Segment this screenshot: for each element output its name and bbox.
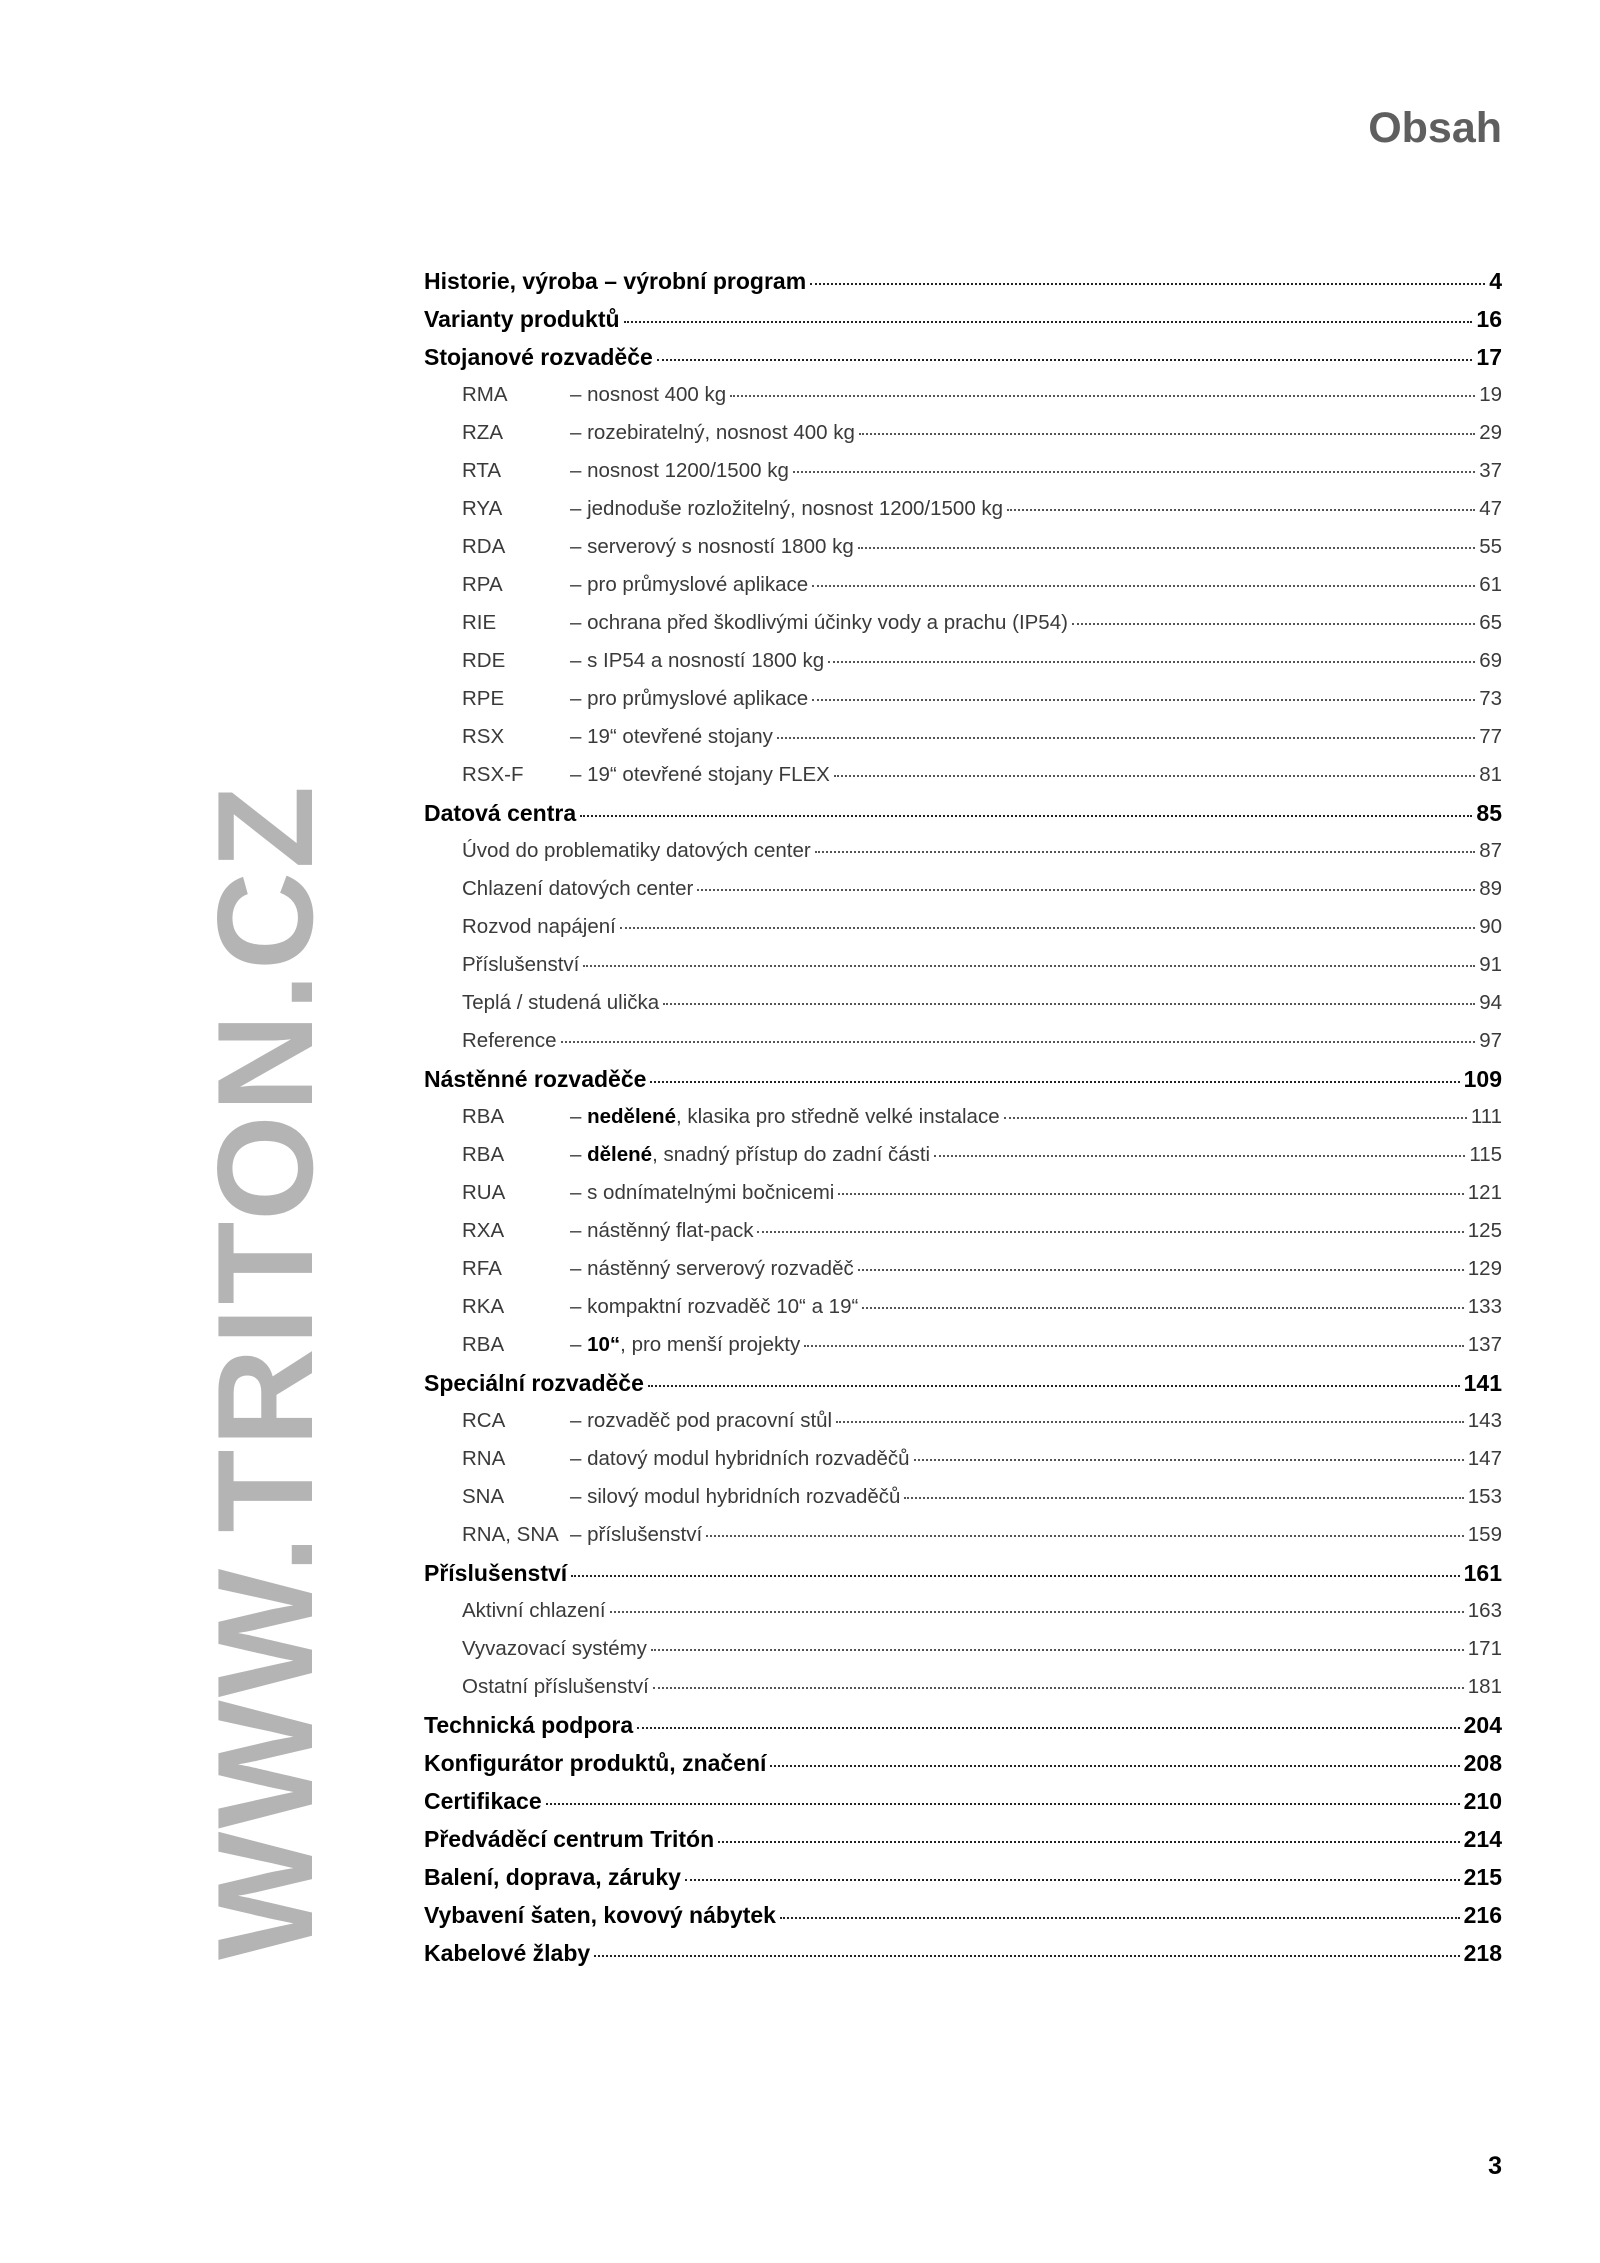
- toc-entry-title: – nosnost 400 kg: [570, 383, 727, 406]
- toc-entry-title: – ochrana před škodlivými účinky vody a prachu (IP54): [570, 611, 1068, 634]
- toc-subentry[interactable]: [424, 1630, 1502, 1668]
- toc-entry-code: RFA: [462, 1257, 502, 1280]
- dot-leader: [583, 963, 1475, 967]
- dot-leader: [663, 1001, 1475, 1005]
- toc-entry-page-number: 143: [1467, 1409, 1502, 1432]
- toc-entry-title: – datový modul hybridních rozvaděčů: [570, 1447, 910, 1470]
- toc-entry-title: Konfigurátor produktů, značení: [424, 1750, 767, 1776]
- dot-leader: [904, 1495, 1463, 1499]
- toc-section-entry[interactable]: [424, 338, 1502, 376]
- toc-subentry[interactable]: [424, 414, 1502, 452]
- dot-leader: [1072, 621, 1475, 625]
- dot-leader: [571, 1573, 1459, 1577]
- toc-section-entry[interactable]: [424, 1858, 1502, 1896]
- toc-entry-title: Chlazení datových center: [462, 877, 694, 900]
- dot-leader: [858, 1267, 1464, 1271]
- toc-entry-title: Příslušenství: [424, 1560, 568, 1586]
- toc-entry-page-number: 147: [1467, 1447, 1502, 1470]
- toc-entry-code: RPE: [462, 687, 505, 710]
- dot-leader: [580, 813, 1472, 817]
- toc-entry-title: Nástěnné rozvaděče: [424, 1066, 647, 1092]
- dot-leader: [812, 583, 1475, 587]
- toc-section-entry[interactable]: [424, 1364, 1502, 1402]
- toc-entry-page-number: 4: [1489, 268, 1502, 294]
- table-of-contents: [424, 262, 1502, 1972]
- toc-subentry[interactable]: [424, 908, 1502, 946]
- toc-entry-page-number: 69: [1479, 649, 1502, 672]
- toc-entry-code: RMA: [462, 383, 508, 406]
- toc-entry-code: RXA: [462, 1219, 505, 1242]
- dot-leader: [610, 1609, 1464, 1613]
- toc-entry-page-number: 161: [1463, 1560, 1502, 1586]
- toc-entry-title: Kabelové žlaby: [424, 1940, 591, 1966]
- toc-subentry[interactable]: [424, 1440, 1502, 1478]
- toc-entry-code: SNA: [462, 1485, 505, 1508]
- toc-subentry[interactable]: [424, 604, 1502, 642]
- toc-entry-title: – nástěnný flat-pack: [570, 1219, 754, 1242]
- toc-subentry[interactable]: [424, 1022, 1502, 1060]
- toc-entry-page-number: 29: [1479, 421, 1502, 444]
- toc-subentry[interactable]: [424, 1174, 1502, 1212]
- toc-entry-title: – rozebiratelný, nosnost 400 kg: [570, 421, 855, 444]
- toc-entry-title: – pro průmyslové aplikace: [570, 687, 809, 710]
- toc-entry-title: – silový modul hybridních rozvaděčů: [570, 1485, 901, 1508]
- dot-leader: [815, 849, 1476, 853]
- dot-leader: [648, 1383, 1460, 1387]
- toc-subentry[interactable]: [424, 528, 1502, 566]
- dot-leader: [637, 1725, 1459, 1729]
- toc-subentry[interactable]: [424, 1136, 1502, 1174]
- toc-entry-title: – 19“ otevřené stojany: [570, 725, 773, 748]
- toc-entry-code: RKA: [462, 1295, 505, 1318]
- dot-leader: [697, 887, 1475, 891]
- dot-leader: [1004, 1115, 1467, 1119]
- toc-entry-page-number: 215: [1463, 1864, 1502, 1890]
- toc-entry-page-number: 208: [1463, 1750, 1502, 1776]
- toc-subentry[interactable]: [424, 1098, 1502, 1136]
- toc-entry-code: RCA: [462, 1409, 506, 1432]
- dot-leader: [838, 1191, 1463, 1195]
- toc-entry-page-number: 159: [1467, 1523, 1502, 1546]
- dot-leader: [730, 393, 1475, 397]
- toc-entry-code: RBA: [462, 1333, 505, 1356]
- toc-entry-code: RSX: [462, 725, 505, 748]
- toc-entry-title: – s IP54 a nosností 1800 kg: [570, 649, 825, 672]
- dot-leader: [862, 1305, 1463, 1309]
- toc-entry-code: RYA: [462, 497, 503, 520]
- website-watermark: WWW.TRITON.CZ: [189, 782, 341, 1960]
- toc-entry-page-number: 16: [1476, 306, 1502, 332]
- toc-entry-title: – jednoduše rozložitelný, nosnost 1200/1500 kg: [570, 497, 1004, 520]
- toc-subentry[interactable]: [424, 1478, 1502, 1516]
- toc-entry-page-number: 37: [1479, 459, 1502, 482]
- toc-entry-title: – s odnímatelnými bočnicemi: [570, 1181, 835, 1204]
- dot-leader: [777, 735, 1475, 739]
- toc-subentry[interactable]: [424, 680, 1502, 718]
- toc-subentry[interactable]: [424, 756, 1502, 794]
- toc-entry-title: [570, 1136, 930, 1174]
- toc-subentry[interactable]: [424, 1668, 1502, 1706]
- toc-section-entry[interactable]: [424, 1896, 1502, 1934]
- dot-leader: [914, 1457, 1464, 1461]
- toc-subentry[interactable]: [424, 376, 1502, 414]
- page-title: Obsah: [1368, 104, 1502, 152]
- toc-entry-code: RNA: [462, 1447, 506, 1470]
- toc-entry-dash: –: [570, 1333, 588, 1356]
- toc-entry-code: RBA: [462, 1143, 505, 1166]
- toc-entry-page-number: 81: [1479, 763, 1502, 786]
- toc-entry-page-number: 216: [1463, 1902, 1502, 1928]
- dot-leader: [594, 1953, 1459, 1957]
- toc-entry-page-number: 121: [1467, 1181, 1502, 1204]
- dot-leader: [858, 545, 1475, 549]
- toc-entry-title-rest: , snadný přístup do zadní části: [652, 1143, 931, 1166]
- toc-subentry[interactable]: [424, 832, 1502, 870]
- toc-entry-page-number: 133: [1467, 1295, 1502, 1318]
- toc-entry-title: [570, 1098, 1000, 1136]
- toc-subentry[interactable]: [424, 1402, 1502, 1440]
- toc-entry-title: Speciální rozvaděče: [424, 1370, 644, 1396]
- toc-entry-title: – kompaktní rozvaděč 10“ a 19“: [570, 1295, 859, 1318]
- toc-entry-title: Teplá / studená ulička: [462, 991, 660, 1014]
- toc-subentry[interactable]: [424, 1212, 1502, 1250]
- toc-entry-page-number: 19: [1479, 383, 1502, 406]
- toc-entry-page-number: 55: [1479, 535, 1502, 558]
- toc-entry-page-number: 137: [1467, 1333, 1502, 1356]
- toc-subentry[interactable]: [424, 718, 1502, 756]
- dot-leader: [934, 1153, 1465, 1157]
- toc-entry-title: – pro průmyslové aplikace: [570, 573, 809, 596]
- toc-section-entry[interactable]: [424, 262, 1502, 300]
- toc-entry-page-number: 85: [1476, 800, 1502, 826]
- toc-entry-title: Stojanové rozvaděče: [424, 344, 653, 370]
- toc-entry-page-number: 89: [1479, 877, 1502, 900]
- toc-section-entry[interactable]: [424, 1706, 1502, 1744]
- toc-subentry[interactable]: [424, 1326, 1502, 1364]
- toc-section-entry[interactable]: [424, 1820, 1502, 1858]
- toc-entry-page-number: 163: [1467, 1599, 1502, 1622]
- dot-leader: [859, 431, 1475, 435]
- toc-subentry[interactable]: [424, 642, 1502, 680]
- toc-subentry[interactable]: [424, 490, 1502, 528]
- toc-subentry[interactable]: [424, 1516, 1502, 1554]
- toc-entry-title: – 19“ otevřené stojany FLEX: [570, 763, 830, 786]
- toc-entry-page-number: 90: [1479, 915, 1502, 938]
- toc-entry-title: Datová centra: [424, 800, 577, 826]
- dot-leader: [651, 1647, 1464, 1651]
- toc-entry-title: Rozvod napájení: [462, 915, 616, 938]
- toc-entry-page-number: 97: [1479, 1029, 1502, 1052]
- toc-entry-page-number: 73: [1479, 687, 1502, 710]
- toc-entry-code: RDE: [462, 649, 506, 672]
- toc-entry-title: – nosnost 1200/1500 kg: [570, 459, 789, 482]
- toc-entry-emphasis: 10“: [587, 1333, 621, 1356]
- toc-entry-title: Technická podpora: [424, 1712, 634, 1738]
- toc-entry-dash: –: [570, 1105, 588, 1128]
- toc-entry-page-number: 210: [1463, 1788, 1502, 1814]
- toc-entry-title: Předváděcí centrum Tritón: [424, 1826, 715, 1852]
- toc-entry-page-number: 125: [1467, 1219, 1502, 1242]
- toc-entry-title: Úvod do problematiky datových center: [462, 839, 811, 862]
- toc-entry-page-number: 109: [1463, 1066, 1502, 1092]
- dot-leader: [685, 1877, 1460, 1881]
- dot-leader: [546, 1801, 1460, 1805]
- dot-leader: [804, 1343, 1464, 1347]
- toc-entry-page-number: 77: [1479, 725, 1502, 748]
- dot-leader: [793, 469, 1475, 473]
- toc-section-entry[interactable]: [424, 794, 1502, 832]
- dot-leader: [650, 1079, 1459, 1083]
- toc-subentry[interactable]: [424, 1250, 1502, 1288]
- toc-entry-code: RZA: [462, 421, 503, 444]
- toc-entry-code: RDA: [462, 535, 506, 558]
- toc-entry-title-rest: , klasika pro středně velké instalace: [675, 1105, 1000, 1128]
- toc-entry-dash: –: [570, 1143, 588, 1166]
- toc-entry-title: – rozvaděč pod pracovní stůl: [570, 1409, 833, 1432]
- toc-entry-title: Vybavení šaten, kovový nábytek: [424, 1902, 776, 1928]
- toc-entry-page-number: 91: [1479, 953, 1502, 976]
- dot-leader: [561, 1039, 1476, 1043]
- toc-entry-title: Varianty produktů: [424, 306, 620, 332]
- toc-entry-emphasis: dělené: [587, 1143, 653, 1166]
- toc-entry-page-number: 153: [1467, 1485, 1502, 1508]
- dot-leader: [624, 319, 1473, 323]
- toc-entry-title: Reference: [462, 1029, 557, 1052]
- toc-entry-page-number: 214: [1463, 1826, 1502, 1852]
- dot-leader: [810, 281, 1485, 285]
- toc-entry-page-number: 181: [1467, 1675, 1502, 1698]
- toc-entry-page-number: 94: [1479, 991, 1502, 1014]
- toc-section-entry[interactable]: [424, 300, 1502, 338]
- toc-entry-code: RTA: [462, 459, 502, 482]
- toc-entry-page-number: 115: [1469, 1143, 1502, 1166]
- dot-leader: [828, 659, 1475, 663]
- toc-subentry[interactable]: [424, 452, 1502, 490]
- toc-entry-code: RUA: [462, 1181, 506, 1204]
- toc-subentry[interactable]: [424, 870, 1502, 908]
- toc-section-entry[interactable]: [424, 1744, 1502, 1782]
- toc-entry-page-number: 61: [1479, 573, 1502, 596]
- toc-entry-page-number: 141: [1463, 1370, 1502, 1396]
- toc-entry-page-number: 87: [1479, 839, 1502, 862]
- dot-leader: [770, 1763, 1459, 1767]
- dot-leader: [1007, 507, 1475, 511]
- toc-subentry[interactable]: [424, 984, 1502, 1022]
- dot-leader: [780, 1915, 1460, 1919]
- toc-entry-title: – příslušenství: [570, 1523, 703, 1546]
- toc-section-entry[interactable]: [424, 1934, 1502, 1972]
- dot-leader: [706, 1533, 1464, 1537]
- toc-entry-code: RBA: [462, 1105, 505, 1128]
- toc-entry-title-rest: , pro menší projekty: [620, 1333, 801, 1356]
- dot-leader: [834, 773, 1475, 777]
- toc-entry-page-number: 204: [1463, 1712, 1502, 1738]
- toc-entry-title: – serverový s nosností 1800 kg: [570, 535, 854, 558]
- toc-entry-page-number: 111: [1470, 1105, 1502, 1128]
- toc-entry-title: Aktivní chlazení: [462, 1599, 606, 1622]
- toc-entry-page-number: 218: [1463, 1940, 1502, 1966]
- dot-leader: [757, 1229, 1463, 1233]
- toc-section-entry[interactable]: [424, 1554, 1502, 1592]
- toc-entry-page-number: 47: [1479, 497, 1502, 520]
- toc-entry-page-number: 129: [1467, 1257, 1502, 1280]
- dot-leader: [812, 697, 1475, 701]
- dot-leader: [620, 925, 1475, 929]
- toc-entry-page-number: 17: [1476, 344, 1502, 370]
- toc-entry-title: Balení, doprava, záruky: [424, 1864, 681, 1890]
- toc-entry-title: Ostatní příslušenství: [462, 1675, 649, 1698]
- toc-subentry[interactable]: [424, 946, 1502, 984]
- dot-leader: [718, 1839, 1459, 1843]
- dot-leader: [653, 1685, 1464, 1689]
- toc-subentry[interactable]: [424, 1592, 1502, 1630]
- toc-entry-page-number: 65: [1479, 611, 1502, 634]
- toc-section-entry[interactable]: [424, 1060, 1502, 1098]
- toc-subentry[interactable]: [424, 1288, 1502, 1326]
- page-number: 3: [1488, 2152, 1502, 2180]
- toc-entry-title: Certifikace: [424, 1788, 542, 1814]
- toc-entry-title: Historie, výroba – výrobní program: [424, 268, 807, 294]
- toc-entry-title: Příslušenství: [462, 953, 580, 976]
- dot-leader: [836, 1419, 1464, 1423]
- toc-section-entry[interactable]: [424, 1782, 1502, 1820]
- toc-entry-code: RPA: [462, 573, 503, 596]
- toc-subentry[interactable]: [424, 566, 1502, 604]
- toc-entry-code: RSX-F: [462, 763, 524, 786]
- toc-entry-title: – nástěnný serverový rozvaděč: [570, 1257, 854, 1280]
- toc-entry-title: [570, 1326, 800, 1364]
- toc-entry-code: RIE: [462, 611, 497, 634]
- dot-leader: [657, 357, 1473, 361]
- toc-entry-code: RNA, SNA: [462, 1523, 559, 1546]
- toc-entry-title: Vyvazovací systémy: [462, 1637, 647, 1660]
- toc-entry-page-number: 171: [1467, 1637, 1502, 1660]
- toc-entry-emphasis: nedělené: [587, 1105, 676, 1128]
